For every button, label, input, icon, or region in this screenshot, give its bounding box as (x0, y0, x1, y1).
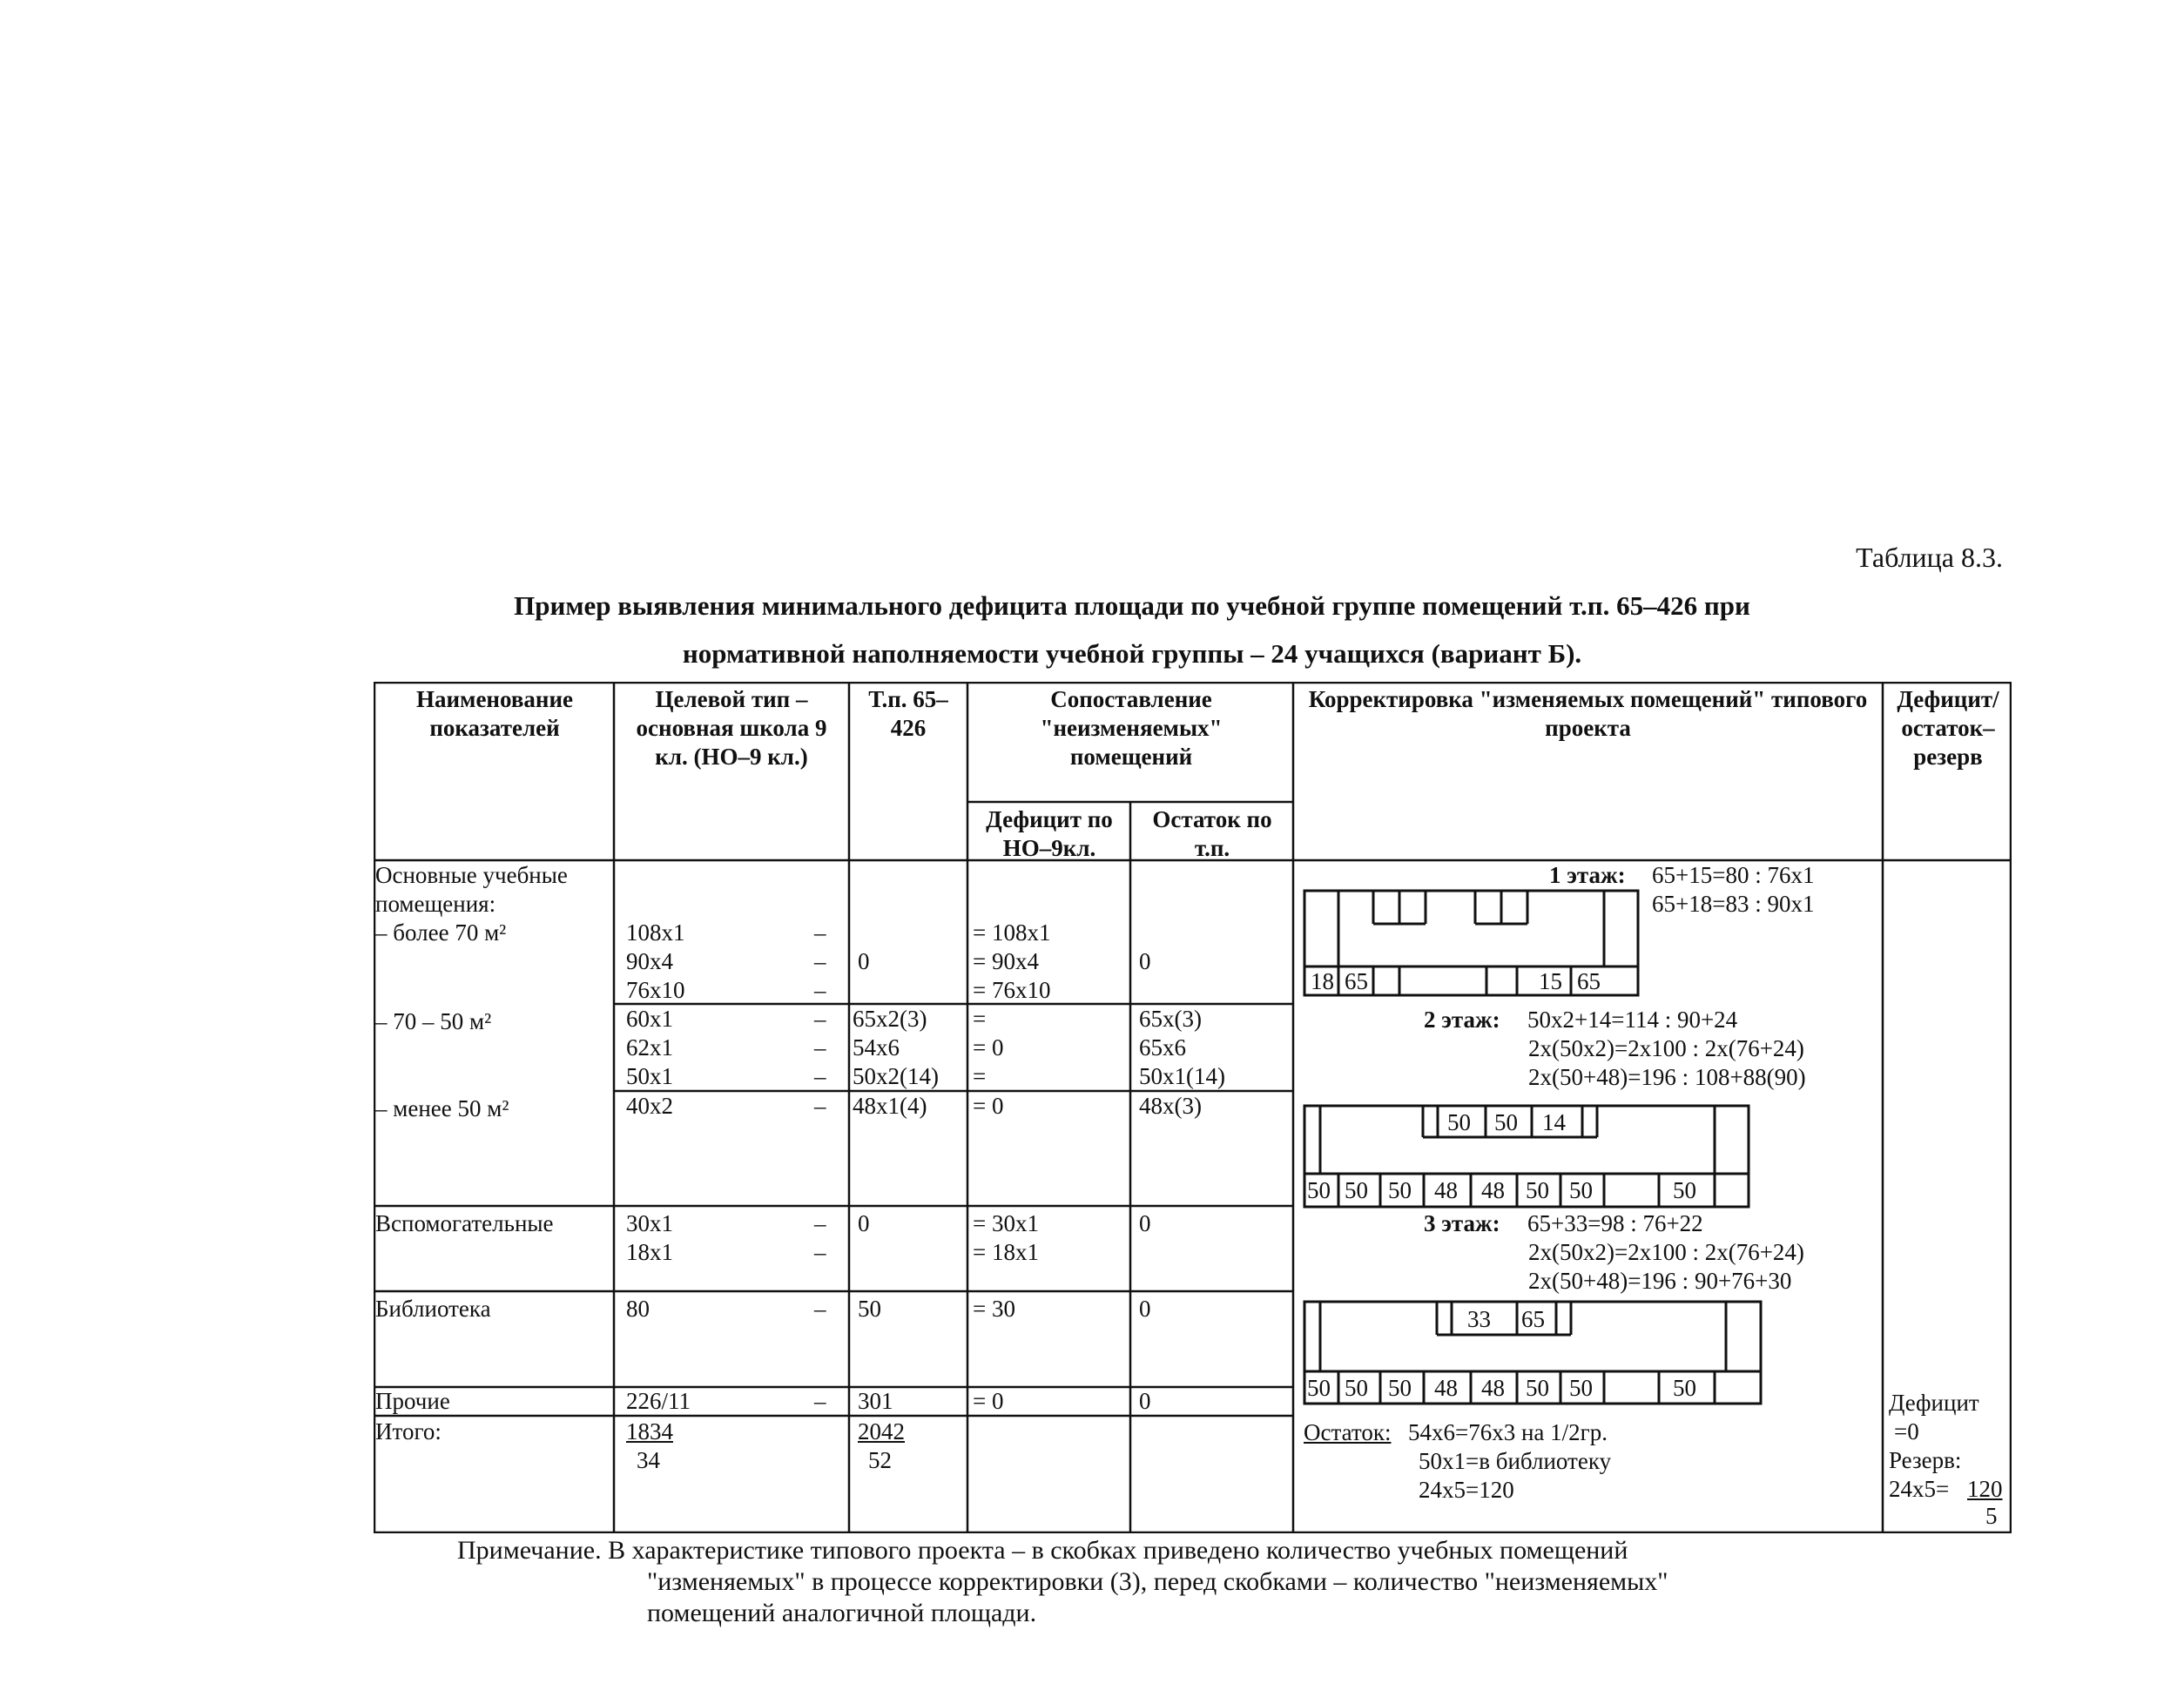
deficit-label: Дефицит (1889, 1390, 1979, 1416)
label-auxiliary: Вспомогательные (375, 1210, 554, 1236)
floor3-equation: 65+33=98 : 76+22 (1527, 1210, 1703, 1236)
target-value: 108х1 (626, 919, 685, 946)
target-value: 226/11 (626, 1388, 691, 1414)
floor3-bottom-cell: 50 (1526, 1375, 1549, 1401)
tp-value: 65х2(3) (853, 1006, 927, 1032)
remainder-value: 65х6 (1139, 1034, 1186, 1061)
floor3-bottom-cell: 48 (1481, 1375, 1505, 1401)
floor3-top-cell: 33 (1467, 1306, 1491, 1332)
remainder-line: 50х1=в библиотеку (1419, 1448, 1612, 1474)
floor2-bottom-cell: 50 (1388, 1177, 1412, 1203)
tp-value: 0 (858, 1210, 870, 1236)
floor3-bottom-cell: 50 (1673, 1375, 1696, 1401)
deficit-value: = 30 (973, 1296, 1015, 1322)
floor1-equation: 65+18=83 : 90х1 (1652, 891, 1815, 917)
remainder-value: 0 (1139, 1388, 1151, 1414)
dash: – (814, 1239, 826, 1265)
floor3-bottom-cell: 50 (1388, 1375, 1412, 1401)
remainder-value: 50х1(14) (1139, 1063, 1225, 1089)
label-library: Библиотека (375, 1296, 491, 1322)
floor2-top-cell: 50 (1494, 1109, 1518, 1135)
note-line-2: "изменяемых" в процессе корректировки (3), перед скобками – количество "неизменяемых" (647, 1567, 1668, 1596)
header-correction: Корректировка "изменяемых помещений" типового проекта (1308, 686, 1868, 741)
header-target-type: Целевой тип – основная школа 9 кл. (НО–9 кл.) (636, 686, 827, 770)
deficit-result: =0 (1894, 1418, 1919, 1444)
tp-value: 0 (858, 948, 870, 974)
floor1-equation: 65+15=80 : 76х1 (1652, 862, 1815, 888)
table-number: Таблица 8.3. (1856, 542, 2003, 573)
floor1-cell: 65 (1577, 968, 1601, 994)
target-total-count: 34 (637, 1447, 660, 1473)
floor2-top-cell: 50 (1447, 1109, 1471, 1135)
dash: – (814, 919, 826, 946)
label-basic-rooms-2: помещения: (375, 891, 496, 917)
deficit-value: = 108х1 (973, 919, 1051, 946)
floor3-bottom-cell: 50 (1307, 1375, 1331, 1401)
remainder-value: 0 (1139, 948, 1151, 974)
floor2-equation: 50х2+14=114 : 90+24 (1527, 1007, 1738, 1033)
label-other: Прочие (375, 1388, 450, 1414)
deficit-value: = 0 (973, 1388, 1004, 1414)
header-remainder: Остаток по т.п. (1152, 806, 1272, 861)
dash: – (814, 1034, 826, 1061)
header-typical-project: Т.п. 65–426 (868, 686, 948, 741)
tp-value: 301 (858, 1388, 893, 1414)
table-title-line-2: нормативной наполняемости учебной группы – 24 учащихся (вариант Б). (682, 638, 1582, 669)
dash: – (814, 948, 826, 974)
target-value: 18х1 (626, 1239, 673, 1265)
data-table (374, 682, 2012, 1533)
tp-value: 50х2(14) (853, 1063, 939, 1089)
table-note (457, 1535, 1668, 1629)
header-deficit-reserve: Дефицит/ остаток– резерв (1897, 686, 1999, 770)
label-basic-rooms: Основные учебные (375, 862, 568, 888)
tp-value: 48х1(4) (853, 1093, 927, 1119)
dash: – (814, 1093, 826, 1119)
floor1-label: 1 этаж: (1549, 862, 1626, 888)
label-under-50: – менее 50 м² (375, 1095, 509, 1121)
floor3-label: 3 этаж: (1424, 1210, 1500, 1236)
target-value: 50х1 (626, 1063, 673, 1089)
floor1-cell: 15 (1539, 968, 1562, 994)
tp-total-count: 52 (868, 1447, 892, 1473)
deficit-value: = 30х1 (973, 1210, 1039, 1236)
label-70-50: – 70 – 50 м² (375, 1008, 492, 1034)
deficit-value: = 90х4 (973, 948, 1039, 974)
target-value: 30х1 (626, 1210, 673, 1236)
dash: – (814, 1388, 826, 1414)
dash: – (814, 1296, 826, 1322)
note-line-3: помещений аналогичной площади. (647, 1599, 1037, 1627)
deficit-value: = 0 (973, 1093, 1004, 1119)
floor1-cell: 18 (1311, 968, 1334, 994)
target-total: 1834 (626, 1418, 673, 1444)
tp-value: 50 (858, 1296, 881, 1322)
tp-total: 2042 (858, 1418, 905, 1444)
remainder-label: Остаток: (1304, 1419, 1392, 1445)
remainder-value: 65х(3) (1139, 1006, 1202, 1032)
tp-value: 54х6 (853, 1034, 900, 1061)
remainder-value: 0 (1139, 1296, 1151, 1322)
target-value: 76х10 (626, 977, 685, 1003)
dash: – (814, 1006, 826, 1032)
floor2-equation: 2х(50+48)=196 : 108+88(90) (1528, 1064, 1806, 1090)
deficit-value: = (973, 1063, 987, 1089)
deficit-value: = (973, 1006, 987, 1032)
floor2-bottom-cell: 50 (1569, 1177, 1593, 1203)
dash: – (814, 1063, 826, 1089)
note-line-1: Примечание. В характеристике типового проекта – в скобках приведено количество учебных помещений (457, 1536, 1628, 1565)
header-comparison: Сопоставление "неизменяемых" помещений (1040, 686, 1223, 770)
dash: – (814, 977, 826, 1003)
floor2-top-cell: 14 (1542, 1109, 1566, 1135)
floor3-top-cell: 65 (1521, 1306, 1545, 1332)
floor2-bottom-cell: 48 (1434, 1177, 1458, 1203)
target-value: 90х4 (626, 948, 673, 974)
remainder-value: 48х(3) (1139, 1093, 1202, 1119)
floor3-bottom-cell: 48 (1434, 1375, 1458, 1401)
floor2-bottom-cell: 50 (1526, 1177, 1549, 1203)
floor2-equation: 2х(50х2)=2х100 : 2х(76+24) (1528, 1035, 1804, 1061)
target-value: 62х1 (626, 1034, 673, 1061)
target-value: 40х2 (626, 1093, 673, 1119)
floor2-bottom-cell: 50 (1673, 1177, 1696, 1203)
reserve-label: Резерв: (1889, 1447, 1962, 1473)
target-value: 80 (626, 1296, 650, 1322)
reserve-numerator: 120 (1967, 1476, 2003, 1502)
remainder-line: 54х6=76х3 на 1/2гр. (1408, 1419, 1608, 1445)
deficit-value: = 18х1 (973, 1239, 1039, 1265)
target-value: 60х1 (626, 1006, 673, 1032)
label-total: Итого: (375, 1418, 442, 1444)
label-over-70: – более 70 м² (375, 919, 507, 946)
floor2-bottom-cell: 48 (1481, 1177, 1505, 1203)
floor2-label: 2 этаж: (1424, 1007, 1500, 1033)
floor3-equation: 2х(50х2)=2х100 : 2х(76+24) (1528, 1239, 1804, 1265)
floor3-equation: 2х(50+48)=196 : 90+76+30 (1528, 1268, 1792, 1294)
deficit-value: = 76х10 (973, 977, 1051, 1003)
table-title-line-1: Пример выявления минимального дефицита площади по учебной группе помещений т.п. 65–426 при (514, 590, 1750, 621)
floor3-bottom-cell: 50 (1569, 1375, 1593, 1401)
deficit-value: = 0 (973, 1034, 1004, 1061)
remainder-line: 24х5=120 (1419, 1477, 1514, 1503)
remainder-value: 0 (1139, 1210, 1151, 1236)
floor2-bottom-cell: 50 (1345, 1177, 1368, 1203)
reserve-denominator: 5 (1985, 1503, 1998, 1529)
header-indicators: Наименование показателей (416, 686, 573, 741)
floor1-cell: 65 (1345, 968, 1368, 994)
floor2-bottom-cell: 50 (1307, 1177, 1331, 1203)
reserve-equation: 24х5= (1889, 1476, 1950, 1502)
dash: – (814, 1210, 826, 1236)
header-deficit: Дефицит по НО–9кл. (986, 806, 1113, 861)
floor3-bottom-cell: 50 (1345, 1375, 1368, 1401)
